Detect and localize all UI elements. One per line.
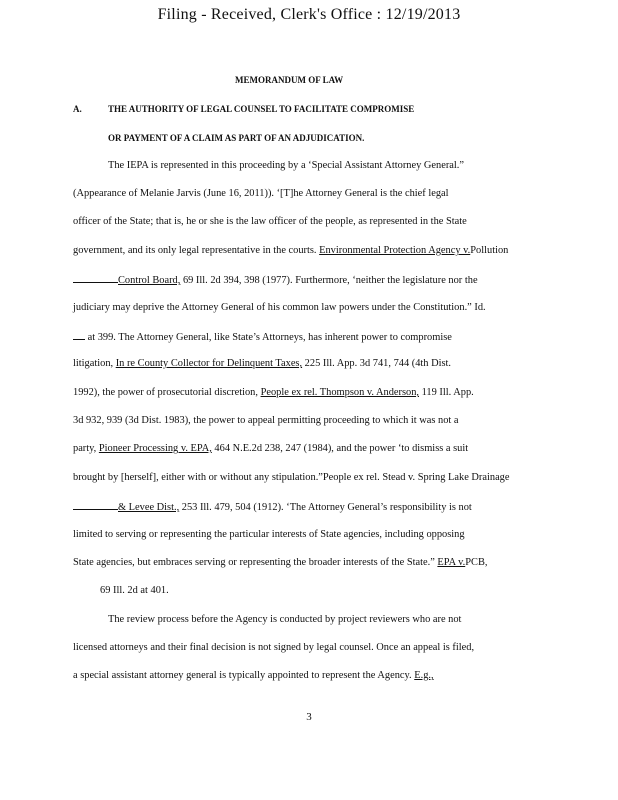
case-citation: In re County Collector for Delinquent Taxes, bbox=[115, 358, 303, 369]
section-heading-line-2: OR PAYMENT OF A CLAIM AS PART OF AN ADJUDICATION. bbox=[108, 133, 365, 143]
body-line-18: licensed attorneys and their final decision is not signed by legal counsel. Once an appeal is filed, bbox=[73, 642, 475, 653]
body-line-14: limited to serving or representing the particular interests of State agencies, including opposing bbox=[73, 529, 465, 540]
body-text: 69 Ill. 2d 394, 398 (1977). Furthermore, ‘neither the legislature nor the bbox=[180, 275, 478, 286]
body-text: a special assistant attorney general is typically appointed to represent the Agency. bbox=[73, 670, 415, 681]
body-line-16: 69 Ill. 2d at 401. bbox=[100, 585, 169, 596]
section-letter: A. bbox=[73, 104, 82, 114]
body-line-1: The IEPA is represented in this proceeding by a ‘Special Assistant Attorney General.” bbox=[108, 160, 464, 171]
body-text: 1992), the power of prosecutorial discretion, bbox=[73, 387, 261, 398]
body-text: 225 Ill. App. 3d 741, 744 (4th Dist. bbox=[302, 358, 452, 369]
underline-blank bbox=[73, 499, 118, 510]
body-line-10: 3d 932, 939 (3d Dist. 1983), the power to appeal permitting proceeding to which it was not a bbox=[73, 415, 459, 426]
case-citation: Pioneer Processing v. EPA, bbox=[98, 443, 212, 454]
body-text: State agencies, but embraces serving or representing the broader interests of the State.” bbox=[73, 557, 438, 568]
body-line-19 bbox=[73, 669, 434, 683]
body-line-3: officer of the State; that is, he or she is the law officer of the people, as represented in the State bbox=[73, 216, 467, 227]
body-text: government, and its only legal representative in the courts. bbox=[73, 245, 320, 256]
body-line-6: judiciary may deprive the Attorney General of his common law powers under the Constitution.” Id. bbox=[73, 302, 486, 313]
body-line-13 bbox=[73, 499, 472, 515]
body-text: litigation, bbox=[73, 358, 116, 369]
underline-blank bbox=[73, 272, 118, 283]
body-text: party, bbox=[73, 443, 99, 454]
section-heading-line-1: THE AUTHORITY OF LEGAL COUNSEL TO FACILITATE COMPROMISE bbox=[108, 104, 415, 114]
case-citation: & Levee Dist., bbox=[118, 502, 180, 513]
body-text: at 399. The Attorney General, like State’s Attorneys, has inherent power to compromise bbox=[85, 332, 452, 343]
body-text: Pollution bbox=[470, 245, 509, 256]
body-text: 253 Ill. 479, 504 (1912). ‘The Attorney General’s responsibility is not bbox=[179, 502, 472, 513]
case-citation: EPA v. bbox=[437, 557, 466, 568]
body-line-2: (Appearance of Melanie Jarvis (June 16, 2011)). ‘[T]he Attorney General is the chief legal bbox=[73, 188, 449, 199]
case-citation: Environmental Protection Agency v. bbox=[319, 245, 471, 256]
body-text: 464 N.E.2d 238, 247 (1984), and the power ‘to dismiss a suit bbox=[211, 443, 469, 454]
body-line-5 bbox=[73, 272, 478, 288]
body-line-15 bbox=[73, 556, 487, 570]
body-line-7 bbox=[73, 329, 452, 345]
memo-title: MEMORANDUM OF LAW bbox=[235, 75, 344, 85]
body-line-8 bbox=[73, 357, 451, 371]
underline-blank bbox=[73, 329, 85, 340]
case-citation: Control Board, bbox=[118, 275, 181, 286]
body-line-17: The review process before the Agency is conducted by project reviewers who are not bbox=[108, 614, 462, 625]
case-citation: E.g., bbox=[414, 670, 434, 681]
body-line-11 bbox=[73, 442, 468, 456]
body-text: PCB, bbox=[465, 557, 488, 568]
body-line-12: brought by [herself], either with or without any stipulation.”People ex rel. Stead v. Spring Lake Drainage bbox=[73, 472, 510, 483]
case-citation: People ex rel. Thompson v. Anderson, bbox=[260, 387, 419, 398]
filing-stamp-header: Filing - Received, Clerk's Office : 12/19/2013 bbox=[157, 6, 461, 23]
body-text: 119 Ill. App. bbox=[419, 387, 474, 398]
page-number: 3 bbox=[306, 711, 312, 723]
body-line-4 bbox=[73, 244, 508, 258]
body-line-9 bbox=[73, 386, 474, 400]
